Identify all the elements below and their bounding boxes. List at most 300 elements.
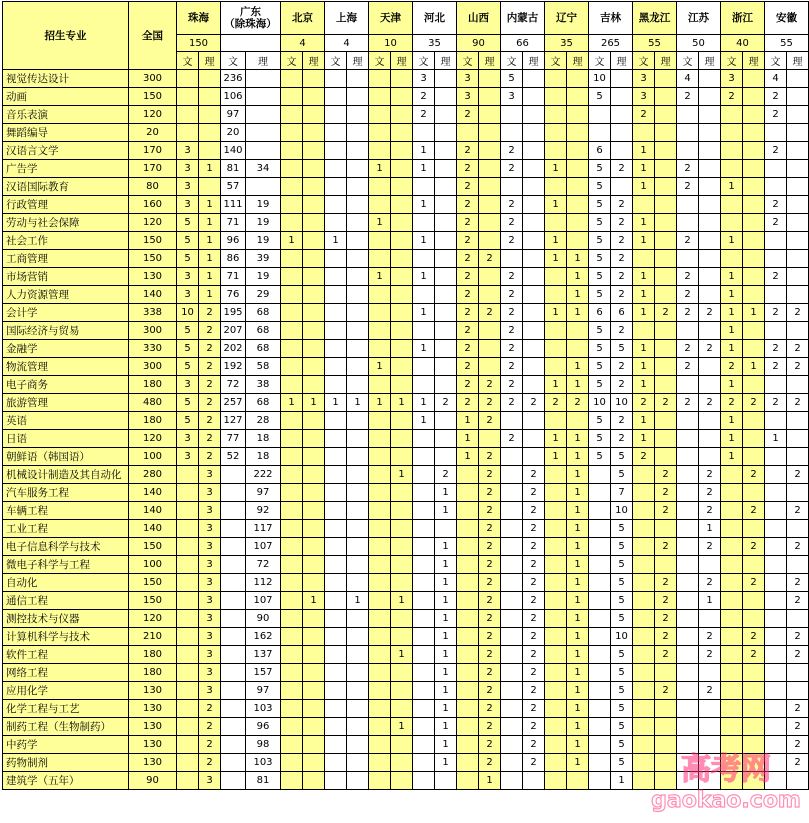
quota-cell: [221, 520, 246, 538]
quota-cell: [523, 358, 545, 376]
quota-cell: 2: [787, 304, 809, 322]
quota-cell: 81: [221, 160, 246, 178]
quota-cell: 1: [413, 304, 435, 322]
quota-cell: 68: [246, 394, 281, 412]
quota-cell: [199, 70, 221, 88]
quota-cell: 2: [479, 250, 501, 268]
quota-cell: [177, 70, 199, 88]
quota-cell: [633, 628, 655, 646]
quota-cell: 2: [721, 358, 743, 376]
quota-cell: 195: [221, 304, 246, 322]
quota-cell: 5: [611, 574, 633, 592]
quota-cell: [391, 628, 413, 646]
quota-cell: [479, 106, 501, 124]
quota-cell: [567, 178, 589, 196]
major-name: 建筑学（五年）: [3, 772, 129, 790]
quota-cell: 162: [246, 628, 281, 646]
quota-cell: 3: [199, 538, 221, 556]
quota-cell: [655, 772, 677, 790]
quota-cell: 2: [721, 88, 743, 106]
quota-cell: 5: [501, 70, 523, 88]
quota-cell: 2: [479, 502, 501, 520]
quota-cell: [655, 232, 677, 250]
quota-cell: 3: [199, 628, 221, 646]
quota-cell: [177, 772, 199, 790]
province-quota: 55: [765, 35, 809, 52]
quota-cell: [303, 610, 325, 628]
quota-cell: [655, 718, 677, 736]
quota-cell: [545, 70, 567, 88]
quota-cell: 2: [199, 358, 221, 376]
quota-cell: 29: [246, 286, 281, 304]
quota-cell: [281, 646, 303, 664]
quota-cell: 2: [611, 250, 633, 268]
quota-cell: [545, 268, 567, 286]
quota-cell: [589, 772, 611, 790]
quota-cell: [325, 142, 347, 160]
quota-cell: [655, 430, 677, 448]
quota-cell: [699, 88, 721, 106]
quota-cell: 2: [479, 538, 501, 556]
table-row: [3, 574, 809, 592]
quota-cell: 2: [479, 682, 501, 700]
quota-cell: [347, 430, 369, 448]
quota-cell: [435, 268, 457, 286]
quota-cell: 2: [457, 250, 479, 268]
quota-cell: 3: [199, 682, 221, 700]
quota-cell: [633, 502, 655, 520]
quota-cell: 2: [699, 538, 721, 556]
quota-cell: 1: [633, 376, 655, 394]
quota-cell: [281, 628, 303, 646]
quota-cell: [765, 520, 787, 538]
quota-cell: [325, 754, 347, 772]
quota-cell: [413, 772, 435, 790]
quota-cell: [479, 286, 501, 304]
quota-cell: [303, 358, 325, 376]
quota-cell: 3: [177, 286, 199, 304]
quota-cell: [523, 376, 545, 394]
quota-cell: [177, 646, 199, 664]
quota-cell: [633, 610, 655, 628]
quota-cell: [523, 88, 545, 106]
quota-cell: [787, 106, 809, 124]
quota-cell: [369, 376, 391, 394]
quota-cell: [743, 718, 765, 736]
quota-cell: 2: [413, 88, 435, 106]
quota-cell: [721, 520, 743, 538]
quota-cell: 2: [479, 574, 501, 592]
major-name: 药物制剂: [3, 754, 129, 772]
quota-cell: 96: [221, 232, 246, 250]
quota-cell: [633, 772, 655, 790]
quota-cell: 2: [479, 754, 501, 772]
quota-cell: [177, 124, 199, 142]
quota-cell: 2: [501, 268, 523, 286]
quota-cell: [347, 106, 369, 124]
quota-cell: 2: [699, 502, 721, 520]
quota-cell: [391, 322, 413, 340]
quota-cell: 5: [611, 538, 633, 556]
quota-cell: 2: [435, 394, 457, 412]
quota-cell: 1: [721, 232, 743, 250]
quota-cell: [369, 502, 391, 520]
quota-cell: [347, 214, 369, 232]
quota-cell: 137: [246, 646, 281, 664]
quota-cell: [457, 646, 479, 664]
quota-cell: 2: [699, 340, 721, 358]
quota-cell: [545, 142, 567, 160]
quota-cell: [435, 376, 457, 394]
quota-cell: [413, 538, 435, 556]
total-quota: 90: [129, 772, 177, 790]
quota-cell: [221, 682, 246, 700]
quota-cell: [633, 466, 655, 484]
quota-cell: [303, 520, 325, 538]
quota-cell: [281, 196, 303, 214]
quota-cell: 5: [589, 214, 611, 232]
total-quota: 180: [129, 664, 177, 682]
quota-cell: [303, 250, 325, 268]
total-quota: 100: [129, 448, 177, 466]
quota-cell: [479, 232, 501, 250]
quota-cell: [721, 610, 743, 628]
quota-cell: [177, 664, 199, 682]
quota-cell: 2: [677, 178, 699, 196]
quota-cell: [246, 142, 281, 160]
quota-cell: 1: [435, 502, 457, 520]
quota-cell: 5: [611, 466, 633, 484]
major-name: 软件工程: [3, 646, 129, 664]
quota-cell: [199, 178, 221, 196]
quota-cell: 5: [611, 736, 633, 754]
quota-cell: 97: [246, 682, 281, 700]
quota-cell: 3: [199, 502, 221, 520]
quota-cell: 92: [246, 502, 281, 520]
quota-cell: 3: [177, 142, 199, 160]
quota-cell: 34: [246, 160, 281, 178]
quota-cell: [303, 232, 325, 250]
quota-cell: [413, 628, 435, 646]
quota-cell: 5: [589, 358, 611, 376]
quota-cell: [787, 196, 809, 214]
quota-cell: [325, 610, 347, 628]
quota-cell: [369, 556, 391, 574]
quota-cell: 2: [655, 574, 677, 592]
quota-cell: [457, 628, 479, 646]
quota-cell: [589, 700, 611, 718]
table-row: [3, 340, 809, 358]
quota-cell: [545, 286, 567, 304]
major-name: 金融学: [3, 340, 129, 358]
quota-cell: 2: [501, 430, 523, 448]
quota-cell: 1: [435, 610, 457, 628]
quota-cell: 2: [787, 736, 809, 754]
wen-label: 文: [457, 52, 479, 70]
quota-cell: [303, 538, 325, 556]
quota-cell: [303, 340, 325, 358]
quota-cell: [281, 70, 303, 88]
quota-cell: 1: [369, 268, 391, 286]
quota-cell: 2: [523, 394, 545, 412]
total-quota: 20: [129, 124, 177, 142]
quota-cell: [655, 178, 677, 196]
quota-cell: 1: [721, 412, 743, 430]
major-name: 化学工程与工艺: [3, 700, 129, 718]
quota-cell: [347, 304, 369, 322]
quota-cell: [743, 520, 765, 538]
quota-cell: 2: [523, 592, 545, 610]
quota-cell: [479, 340, 501, 358]
quota-cell: [177, 556, 199, 574]
quota-cell: 1: [325, 232, 347, 250]
quota-cell: [347, 772, 369, 790]
quota-cell: [743, 88, 765, 106]
quota-cell: [347, 340, 369, 358]
total-quota: 120: [129, 430, 177, 448]
quota-cell: [479, 322, 501, 340]
quota-cell: [347, 70, 369, 88]
quota-cell: 1: [633, 232, 655, 250]
quota-cell: 2: [523, 574, 545, 592]
table-row: [3, 88, 809, 106]
quota-cell: 1: [633, 268, 655, 286]
total-quota: 150: [129, 574, 177, 592]
quota-cell: [589, 682, 611, 700]
quota-cell: 1: [721, 448, 743, 466]
quota-cell: [391, 304, 413, 322]
quota-cell: [699, 160, 721, 178]
quota-cell: 2: [501, 376, 523, 394]
li-label: 理: [199, 52, 221, 70]
quota-cell: 2: [633, 394, 655, 412]
quota-cell: [303, 700, 325, 718]
quota-cell: [677, 556, 699, 574]
quota-cell: [655, 322, 677, 340]
quota-cell: [545, 178, 567, 196]
quota-cell: [743, 124, 765, 142]
quota-cell: [246, 106, 281, 124]
quota-cell: 2: [501, 232, 523, 250]
quota-cell: 2: [501, 394, 523, 412]
quota-cell: [545, 682, 567, 700]
quota-cell: 2: [743, 502, 765, 520]
quota-cell: [391, 610, 413, 628]
quota-cell: 2: [523, 556, 545, 574]
quota-cell: [523, 214, 545, 232]
quota-cell: 1: [391, 718, 413, 736]
quota-cell: [325, 304, 347, 322]
quota-cell: [501, 556, 523, 574]
quota-cell: [523, 448, 545, 466]
quota-cell: 1: [633, 430, 655, 448]
quota-cell: [435, 124, 457, 142]
quota-cell: 1: [369, 214, 391, 232]
quota-cell: 2: [765, 214, 787, 232]
quota-cell: [479, 142, 501, 160]
quota-cell: [177, 718, 199, 736]
quota-cell: 1: [369, 358, 391, 376]
quota-cell: 1: [721, 376, 743, 394]
quota-cell: [391, 232, 413, 250]
quota-cell: 2: [765, 88, 787, 106]
quota-cell: [281, 106, 303, 124]
wen-label: 文: [281, 52, 303, 70]
quota-cell: 2: [479, 304, 501, 322]
quota-cell: 10: [611, 502, 633, 520]
quota-cell: [633, 196, 655, 214]
quota-cell: [787, 610, 809, 628]
quota-cell: [281, 754, 303, 772]
total-quota: 180: [129, 376, 177, 394]
quota-cell: 1: [633, 340, 655, 358]
quota-cell: 1: [567, 754, 589, 772]
wen-label: 文: [369, 52, 391, 70]
quota-cell: [699, 376, 721, 394]
table-row: [3, 142, 809, 160]
quota-cell: [567, 142, 589, 160]
quota-cell: 2: [199, 376, 221, 394]
quota-cell: 5: [611, 448, 633, 466]
quota-cell: 1: [567, 538, 589, 556]
quota-cell: 1: [567, 682, 589, 700]
province-name: 黑龙江: [633, 2, 677, 35]
wen-label: 文: [325, 52, 347, 70]
quota-cell: 1: [457, 448, 479, 466]
quota-cell: [457, 682, 479, 700]
quota-cell: 10: [589, 394, 611, 412]
wen-label: 文: [765, 52, 787, 70]
quota-cell: 2: [699, 646, 721, 664]
quota-cell: [787, 682, 809, 700]
quota-cell: [677, 430, 699, 448]
quota-cell: [391, 268, 413, 286]
quota-cell: 1: [721, 178, 743, 196]
quota-cell: [369, 520, 391, 538]
quota-cell: [545, 664, 567, 682]
quota-cell: [677, 664, 699, 682]
quota-cell: 2: [501, 196, 523, 214]
quota-cell: [303, 214, 325, 232]
quota-cell: [545, 88, 567, 106]
quota-cell: [545, 322, 567, 340]
quota-cell: 2: [787, 574, 809, 592]
quota-cell: [303, 70, 325, 88]
quota-cell: [281, 574, 303, 592]
quota-cell: [567, 232, 589, 250]
quota-cell: 2: [655, 628, 677, 646]
quota-cell: [347, 520, 369, 538]
quota-cell: [501, 592, 523, 610]
quota-cell: [721, 484, 743, 502]
quota-cell: 2: [787, 646, 809, 664]
major-name: 市场营销: [3, 268, 129, 286]
quota-cell: 18: [246, 430, 281, 448]
quota-cell: [347, 358, 369, 376]
total-quota: 120: [129, 106, 177, 124]
quota-cell: 2: [611, 412, 633, 430]
major-name: 工业工程: [3, 520, 129, 538]
quota-cell: 2: [457, 178, 479, 196]
quota-cell: [303, 412, 325, 430]
quota-cell: [325, 556, 347, 574]
quota-cell: [721, 160, 743, 178]
quota-cell: 10: [611, 394, 633, 412]
table-row: [3, 646, 809, 664]
province-quota: 50: [677, 35, 721, 52]
quota-cell: [699, 718, 721, 736]
major-name: 工商管理: [3, 250, 129, 268]
quota-cell: [765, 592, 787, 610]
quota-cell: 3: [199, 574, 221, 592]
wen-label: 文: [721, 52, 743, 70]
quota-cell: 1: [567, 664, 589, 682]
quota-cell: [611, 142, 633, 160]
quota-cell: 1: [281, 394, 303, 412]
quota-cell: [501, 250, 523, 268]
quota-cell: [325, 772, 347, 790]
table-row: [3, 538, 809, 556]
quota-cell: [303, 556, 325, 574]
quota-cell: [523, 322, 545, 340]
quota-cell: [567, 412, 589, 430]
quota-cell: [325, 502, 347, 520]
quota-cell: 1: [633, 214, 655, 232]
province-quota: 4: [281, 35, 325, 52]
total-quota: 100: [129, 556, 177, 574]
table-row: [3, 736, 809, 754]
quota-cell: [523, 268, 545, 286]
quota-cell: 5: [177, 412, 199, 430]
quota-cell: 1: [567, 250, 589, 268]
quota-cell: [523, 178, 545, 196]
quota-cell: [501, 538, 523, 556]
province-name: 珠海: [177, 2, 221, 35]
quota-cell: 103: [246, 700, 281, 718]
quota-cell: 1: [567, 700, 589, 718]
quota-cell: [221, 502, 246, 520]
quota-cell: [523, 430, 545, 448]
quota-cell: [221, 592, 246, 610]
quota-cell: [655, 250, 677, 268]
quota-cell: [633, 682, 655, 700]
quota-cell: 2: [655, 610, 677, 628]
quota-cell: [281, 286, 303, 304]
quota-cell: 236: [221, 70, 246, 88]
quota-cell: 2: [677, 286, 699, 304]
quota-cell: 5: [177, 394, 199, 412]
quota-cell: 2: [699, 484, 721, 502]
quota-cell: [479, 430, 501, 448]
quota-cell: [281, 88, 303, 106]
quota-cell: [391, 556, 413, 574]
quota-cell: [435, 286, 457, 304]
li-label: 理: [347, 52, 369, 70]
quota-cell: [369, 448, 391, 466]
quota-cell: 77: [221, 430, 246, 448]
quota-cell: 2: [677, 88, 699, 106]
quota-cell: 2: [743, 394, 765, 412]
quota-cell: 2: [611, 376, 633, 394]
province-name: 上海: [325, 2, 369, 35]
quota-cell: 2: [677, 394, 699, 412]
quota-cell: 1: [567, 286, 589, 304]
quota-cell: 2: [721, 394, 743, 412]
quota-cell: [589, 664, 611, 682]
quota-cell: 1: [435, 736, 457, 754]
quota-cell: [325, 322, 347, 340]
quota-cell: 7: [611, 484, 633, 502]
